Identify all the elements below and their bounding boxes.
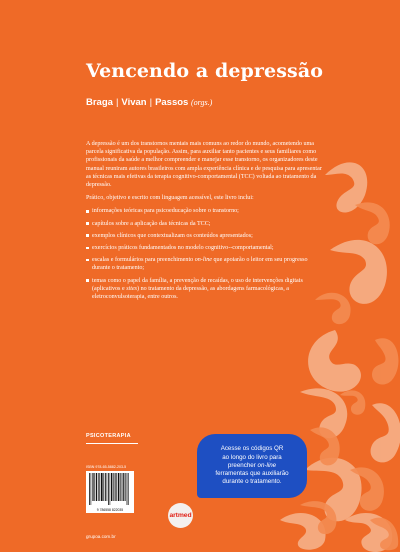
category-divider: [86, 443, 138, 444]
category-label: PSICOTERAPIA: [86, 433, 131, 439]
qr-callout-emphasis: on-line: [257, 461, 277, 469]
author-passos: Passos: [155, 97, 189, 108]
list-item-emphasis: sites: [126, 285, 138, 292]
qr-callout-line: durante o tratamento.: [222, 478, 282, 486]
list-item-text: temas como o papel da família, a prevenção de recaídas, o uso de intervenções digitais (aplicativos e: [92, 277, 303, 292]
author-vivan: Vivan: [121, 97, 147, 108]
book-authors: [86, 97, 212, 108]
qr-callout-line: ao longo do livro para: [222, 453, 282, 461]
publisher-website: grupoa.com.br: [86, 534, 116, 539]
barcode-number: 9 786558 822035: [96, 508, 124, 512]
authors-orgs-note: (orgs.): [190, 98, 213, 107]
list-item-text: escalas e formulários para preenchimento: [92, 257, 195, 264]
qr-code-callout: [197, 434, 307, 498]
list-item: [86, 244, 324, 252]
author-braga: Braga: [86, 97, 113, 108]
list-item-text: que apoiarão o leitor em seu progresso durante o tratamento;: [92, 257, 308, 272]
barcode: [86, 471, 134, 513]
author-separator: |: [115, 97, 119, 108]
qr-callout-line: Acesse os códigos QR: [220, 445, 284, 453]
list-item: [86, 277, 324, 302]
list-item: [86, 220, 324, 228]
publisher-logo: artmed: [168, 503, 193, 528]
barcode-bars-icon: [86, 471, 134, 507]
list-item-emphasis: on-line: [194, 257, 212, 264]
qr-callout-line: ferramentas que auxiliarão: [215, 470, 289, 478]
list-item-text: exercícios práticos fundamentados no modelo cognitivo--comportamental;: [92, 245, 274, 252]
qr-callout-text: preencher: [227, 461, 258, 469]
barcode-block: [86, 465, 134, 523]
qr-callout-line: [204, 462, 300, 470]
list-item: [86, 207, 324, 215]
list-item-text: capítulos sobre a aplicação das técnicas da TCC;: [92, 220, 211, 227]
intro-paragraph: A depressão é um dos transtornos mentais mais comuns ao redor do mundo, acometendo uma parcela significativa da população. Assim, para auxiliar tanto pacientes e seus familiares como profissionais da saúde a melhor compreender e manejar esse transtorno, os organizadores deste manual reuniram autores brasileiros com ampla experiência clínica e de pesquisa para apresentar as técnicas mais efetivas da terapia cognitivo-comportamental (TCC) voltada ao tratamento da depressão.: [86, 141, 322, 189]
list-item-text: informações teóricas para psicoeducação sobre o transtorno;: [92, 208, 239, 215]
isbn-text: ISBN 978-65-5882-203-5: [86, 465, 127, 469]
book-title: Vencendo a depressão: [86, 60, 324, 82]
back-cover-description: [86, 140, 324, 305]
list-item-text: ) no tratamento da depressão, as abordagens farmacológicas, a eletroconvulsoterapia, entre outros.: [92, 285, 289, 301]
lead-paragraph: Prático, objetivo e escrito com linguagem acessível, este livro inclui:: [86, 195, 254, 202]
list-item: [86, 232, 324, 240]
author-separator: |: [149, 97, 153, 108]
list-item: [86, 256, 324, 272]
list-item-text: exemplos clínicos que contextualizam os conteúdos apresentados;: [92, 232, 253, 239]
feature-list: [86, 207, 324, 301]
